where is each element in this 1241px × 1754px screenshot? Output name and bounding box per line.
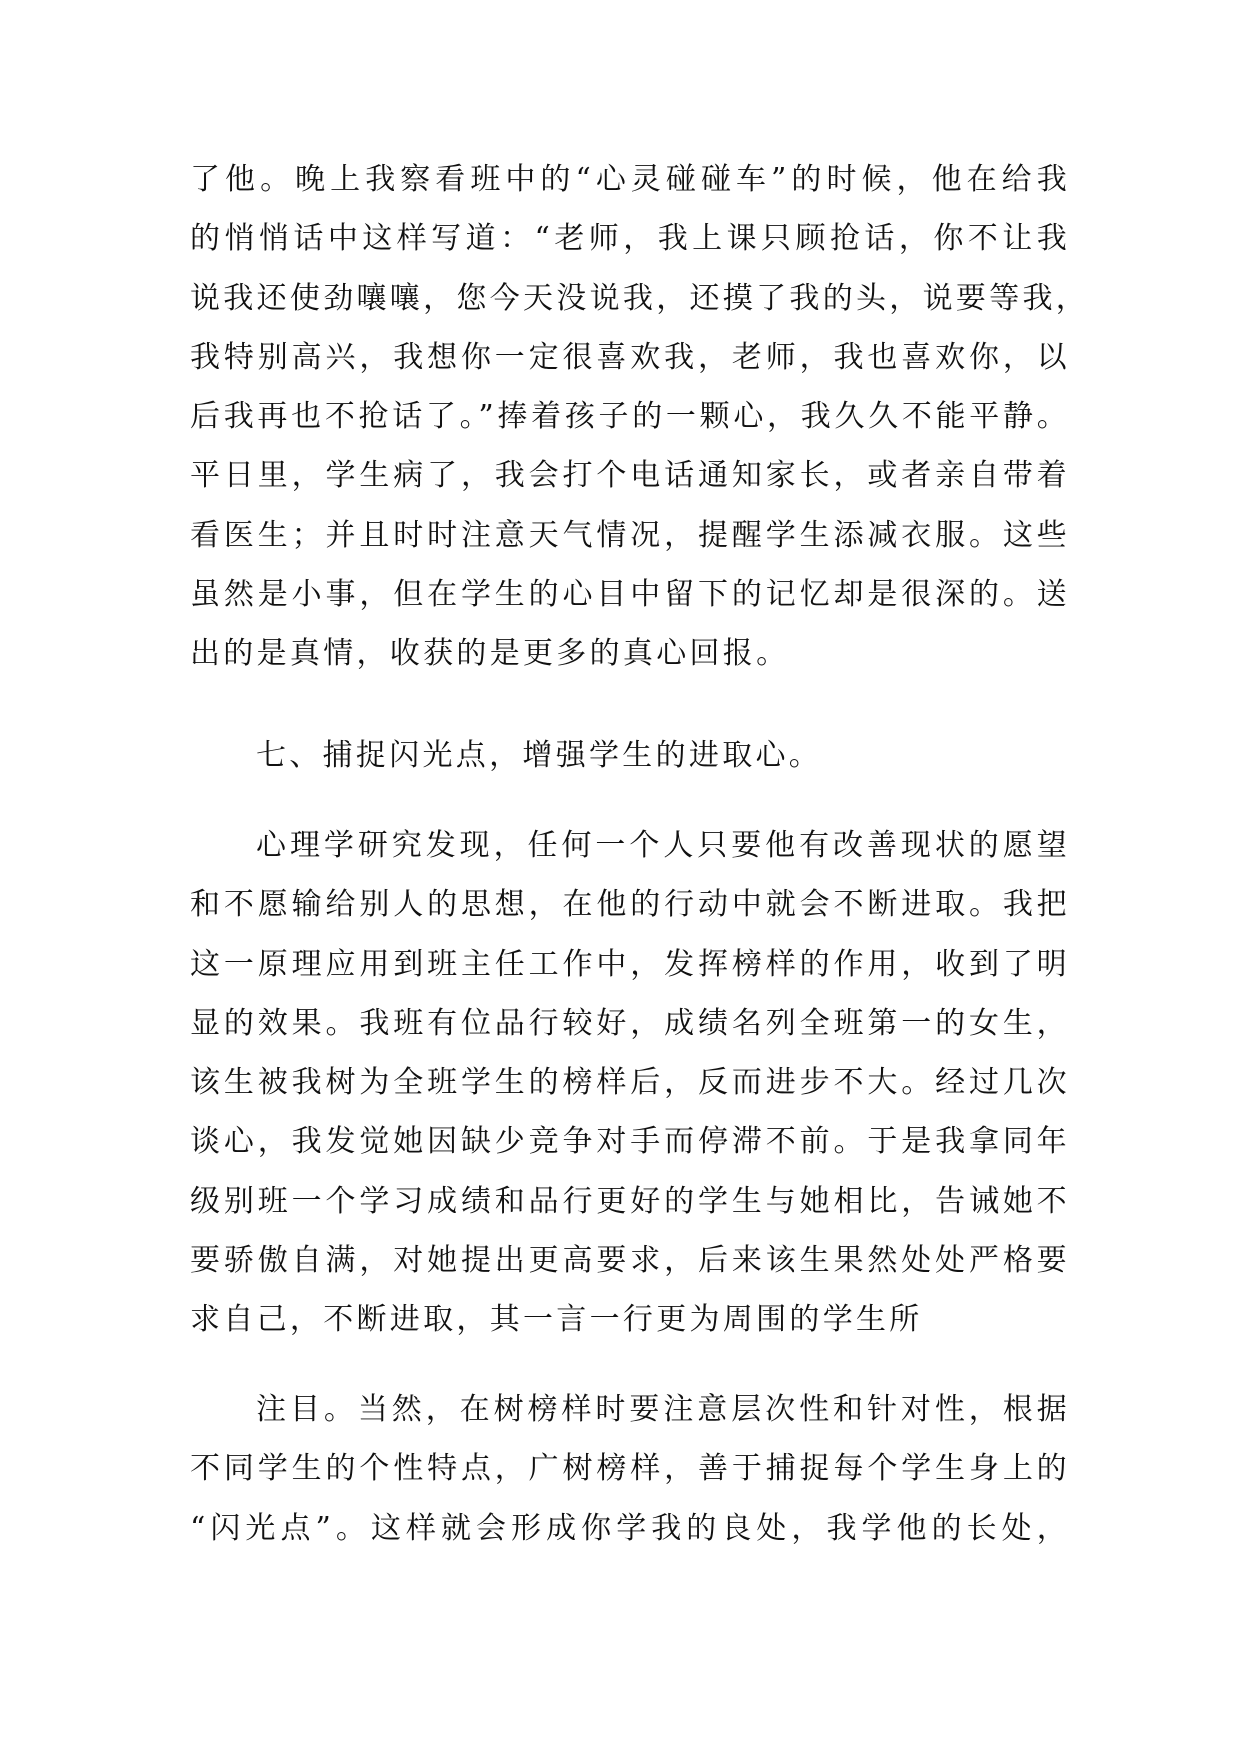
text-line: 我特别高兴，我想你一定很喜欢我，老师，我也喜欢你，以 xyxy=(190,339,1070,375)
text-line: 出的是真情，收获的是更多的真心回报。 xyxy=(190,636,790,672)
text-line: 虽然是小事，但在学生的心目中留下的记忆却是很深的。送 xyxy=(190,577,1070,613)
text-line: “闪光点”。这样就会形成你学我的良处，我学他的长处， xyxy=(190,1510,1070,1546)
text-line: 和不愿输给别人的思想，在他的行动中就会不断进取。我把 xyxy=(190,887,1070,923)
section-heading xyxy=(190,726,1070,785)
text-line: 了他。晚上我察看班中的“心灵碰碰车”的时候，他在给我 xyxy=(190,162,1070,197)
section-heading-text: 七、捕捉闪光点，增强学生的进取心。 xyxy=(256,738,823,773)
text-line: 求自己，不断进取，其一言一行更为周围的学生所 xyxy=(190,1302,923,1338)
text-line: 后我再也不抢话了。”捧着孩子的一颗心，我久久不能平静。 xyxy=(190,399,1070,435)
text-line: 注目。当然，在树榜样时要注意层次性和针对性，根据 xyxy=(256,1392,1070,1427)
text-line: 不同学生的个性特点，广树榜样，善于捕捉每个学生身上的 xyxy=(190,1451,1070,1487)
text-line: 的悄悄话中这样写道：“老师，我上课只顾抢话，你不让我 xyxy=(190,221,1070,257)
paragraph-1 xyxy=(190,150,1090,684)
text-line: 看医生；并且时时注意天气情况，提醒学生添减衣服。这些 xyxy=(190,517,1070,553)
text-line: 该生被我树为全班学生的榜样后，反而进步不大。经过几次 xyxy=(190,1065,1070,1101)
text-line: 显的效果。我班有位品行较好，成绩名列全班第一的女生， xyxy=(190,1005,1070,1041)
text-line: 这一原理应用到班主任工作中，发挥榜样的作用，收到了明 xyxy=(190,946,1070,982)
text-line: 级别班一个学习成绩和品行更好的学生与她相比，告诫她不 xyxy=(190,1183,1070,1219)
text-line: 平日里，学生病了，我会打个电话通知家长，或者亲自带着 xyxy=(190,458,1070,494)
text-line: 谈心，我发觉她因缺少竞争对手而停滞不前。于是我拿同年 xyxy=(190,1124,1070,1160)
paragraph-2 xyxy=(190,816,1070,1350)
text-line: 心理学研究发现，任何一个人只要他有改善现状的愿望 xyxy=(256,828,1070,863)
text-line: 要骄傲自满，对她提出更高要求，后来该生果然处处严格要 xyxy=(190,1243,1070,1279)
paragraph-3 xyxy=(190,1380,1070,1558)
text-line: 说我还使劲嚷嚷，您今天没说我，还摸了我的头，说要等我， xyxy=(190,280,1090,316)
